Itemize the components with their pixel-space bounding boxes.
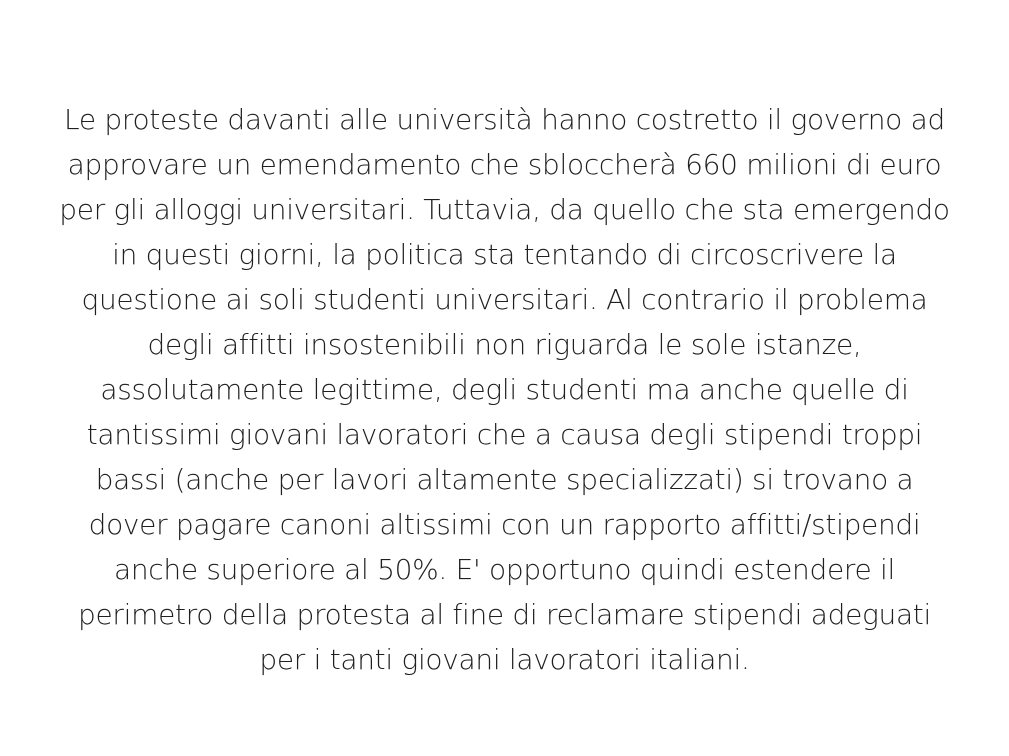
body-paragraph bbox=[20, 97, 989, 682]
paragraph-line: approvare un emendamento che sbloccherà 660 milioni di euro bbox=[67, 148, 942, 181]
paragraph-line: degli affitti insostenibili non riguarda le sole istanze, bbox=[147, 328, 862, 361]
paragraph-line: per i tanti giovani lavoratori italiani. bbox=[259, 643, 750, 676]
paragraph-line: bassi (anche per lavori altamente specializzati) si trovano a bbox=[95, 463, 914, 496]
paragraph-line: questione ai soli studenti universitari. Al contrario il problema bbox=[81, 283, 928, 316]
paragraph-line: in questi giorni, la politica sta tentando di circoscrivere la bbox=[112, 238, 897, 271]
paragraph-line: dover pagare canoni altissimi con un rapporto affitti/stipendi bbox=[88, 508, 921, 541]
paragraph-line: tantissimi giovani lavoratori che a causa degli stipendi troppi bbox=[86, 418, 923, 451]
paragraph-line: assolutamente legittime, degli studenti ma anche quelle di bbox=[100, 373, 909, 406]
paragraph-line: per gli alloggi universitari. Tuttavia, da quello che sta emergendo bbox=[59, 193, 950, 226]
paragraph-line: perimetro della protesta al fine di reclamare stipendi adeguati bbox=[78, 598, 931, 631]
paragraph-line: anche superiore al 50%. E' opportuno quindi estendere il bbox=[114, 553, 895, 586]
paragraph-line: Le proteste davanti alle università hanno costretto il governo ad bbox=[64, 103, 945, 136]
